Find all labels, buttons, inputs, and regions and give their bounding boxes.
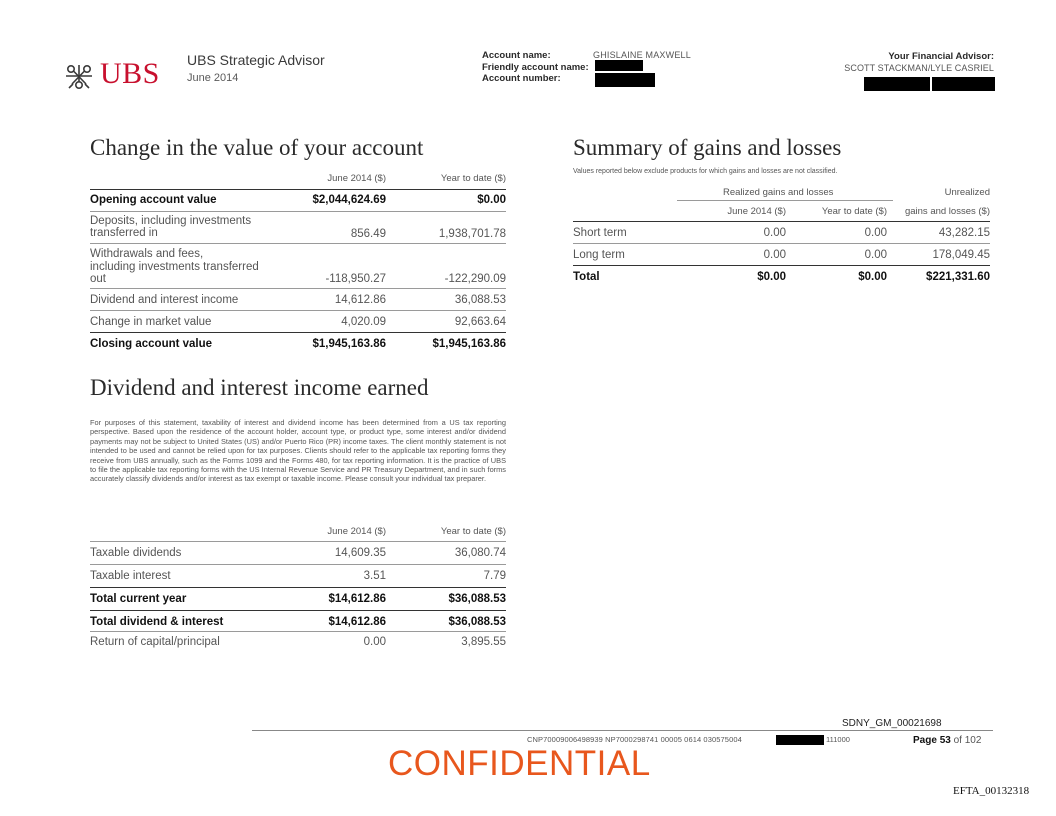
dividend-col-june: June 2014 ($) — [327, 526, 386, 537]
efta-number: EFTA_00132318 — [953, 785, 1030, 797]
ubs-logo — [62, 57, 160, 94]
unrealized-header: Unrealized — [944, 187, 990, 198]
account-number-redaction — [595, 73, 655, 87]
account-name-label: Account name: — [482, 50, 551, 61]
table-row: Total current year $14,612.86 $36,088.53 — [90, 587, 506, 611]
ubs-logo-text: UBS — [100, 57, 160, 90]
gains-col-june: June 2014 ($) — [727, 206, 786, 217]
table-row: Closing account value $1,945,163.86 $1,945,163.86 — [90, 332, 506, 355]
cnp-reference: CNP70009006498939 NP7000298741 00005 0614 030575004 — [527, 735, 742, 744]
bates-number: SDNY_GM_00021698 — [842, 718, 942, 729]
gains-col-unrealized: gains and losses ($) — [904, 206, 990, 217]
change-col-ytd: Year to date ($) — [440, 173, 506, 184]
product-name: UBS Strategic Advisor — [187, 52, 325, 68]
dividend-col-ytd: Year to date ($) — [440, 526, 506, 537]
table-row: Short term 0.00 0.00 43,282.15 — [573, 221, 990, 244]
gains-section-title: Summary of gains and losses — [573, 135, 842, 160]
gains-note: Values reported below exclude products for which gains and losses are not classified. — [573, 168, 838, 175]
footer-rule — [252, 730, 993, 731]
table-row: Total $0.00 $0.00 $221,331.60 — [573, 265, 990, 288]
gains-table — [573, 185, 990, 290]
gains-col-ytd: Year to date ($) — [821, 206, 887, 217]
table-row: Dividend and interest income 14,612.86 36,088.53 — [90, 288, 506, 311]
table-row: Long term 0.00 0.00 178,049.45 — [573, 243, 990, 266]
dividend-table — [90, 524, 506, 652]
table-row: Taxable dividends 14,609.35 36,080.74 — [90, 541, 506, 565]
confidential-stamp: CONFIDENTIAL — [388, 744, 651, 783]
table-row: Change in market value 4,020.09 92,663.64 — [90, 310, 506, 333]
statement-period: June 2014 — [187, 72, 239, 84]
cnp-redaction — [776, 735, 824, 745]
friendly-name-redaction — [595, 60, 643, 71]
page-number — [913, 735, 981, 746]
table-row: Opening account value $2,044,624.69 $0.00 — [90, 189, 506, 212]
change-section-title: Change in the value of your account — [90, 135, 424, 160]
dividend-section-title: Dividend and interest income earned — [90, 375, 429, 400]
friendly-name-label: Friendly account name: — [482, 61, 589, 73]
advisor-names: SCOTT STACKMAN/LYLE CASRIEL — [844, 63, 994, 73]
change-col-june: June 2014 ($) — [327, 173, 386, 184]
page-total: of 102 — [953, 735, 982, 746]
account-name-value: GHISLAINE MAXWELL — [593, 50, 691, 60]
page-label: Page — [913, 735, 937, 746]
tax-disclaimer-paragraph: For purposes of this statement, taxability of interest and dividend income has been determined from a US tax reporting perspective. Based upon the residence of the account holder, account type, or product type, some interest and/or dividend payments may not be subject to United States (US) and/or Puerto Rico (PR) income taxes. The client monthly statement is not intended to be used and cannot be relied upon for tax purposes. Clients should refer to the applicable tax reporting forms they receive from UBS annually, such as the Forms 1099 and the Forms 480, for tax reporting information. It is the practice of UBS to file the applicable tax reporting forms with the US Internal Revenue Service and PR Treasury Department, and in such forms accurately classify dividends and/or interest as tax exempt or taxable income. Please consult your individual tax preparer. — [90, 418, 506, 484]
advisor-label: Your Financial Advisor: — [888, 51, 994, 62]
table-row: Taxable interest 3.51 7.79 — [90, 564, 506, 588]
realized-group-header: Realized gains and losses — [723, 187, 834, 198]
cnp-tail: 111000 — [826, 735, 850, 744]
ubs-keys-icon — [62, 62, 96, 92]
change-table — [90, 171, 506, 361]
table-row: Withdrawals and fees, including investments transferred out -118,950.27 -122,290.09 — [90, 243, 506, 289]
table-row: Return of capital/principal 0.00 3,895.55 — [90, 631, 506, 652]
table-row: Total dividend & interest $14,612.86 $36,088.53 — [90, 610, 506, 632]
account-number-label: Account number: — [482, 73, 561, 84]
account-labels — [482, 50, 589, 85]
advisor-redaction-1 — [864, 77, 930, 91]
table-row: Deposits, including investments transferred in 856.49 1,938,701.78 — [90, 211, 506, 244]
advisor-redaction-2 — [932, 77, 995, 91]
realized-group-rule — [677, 200, 893, 201]
page-current: 53 — [939, 735, 951, 746]
